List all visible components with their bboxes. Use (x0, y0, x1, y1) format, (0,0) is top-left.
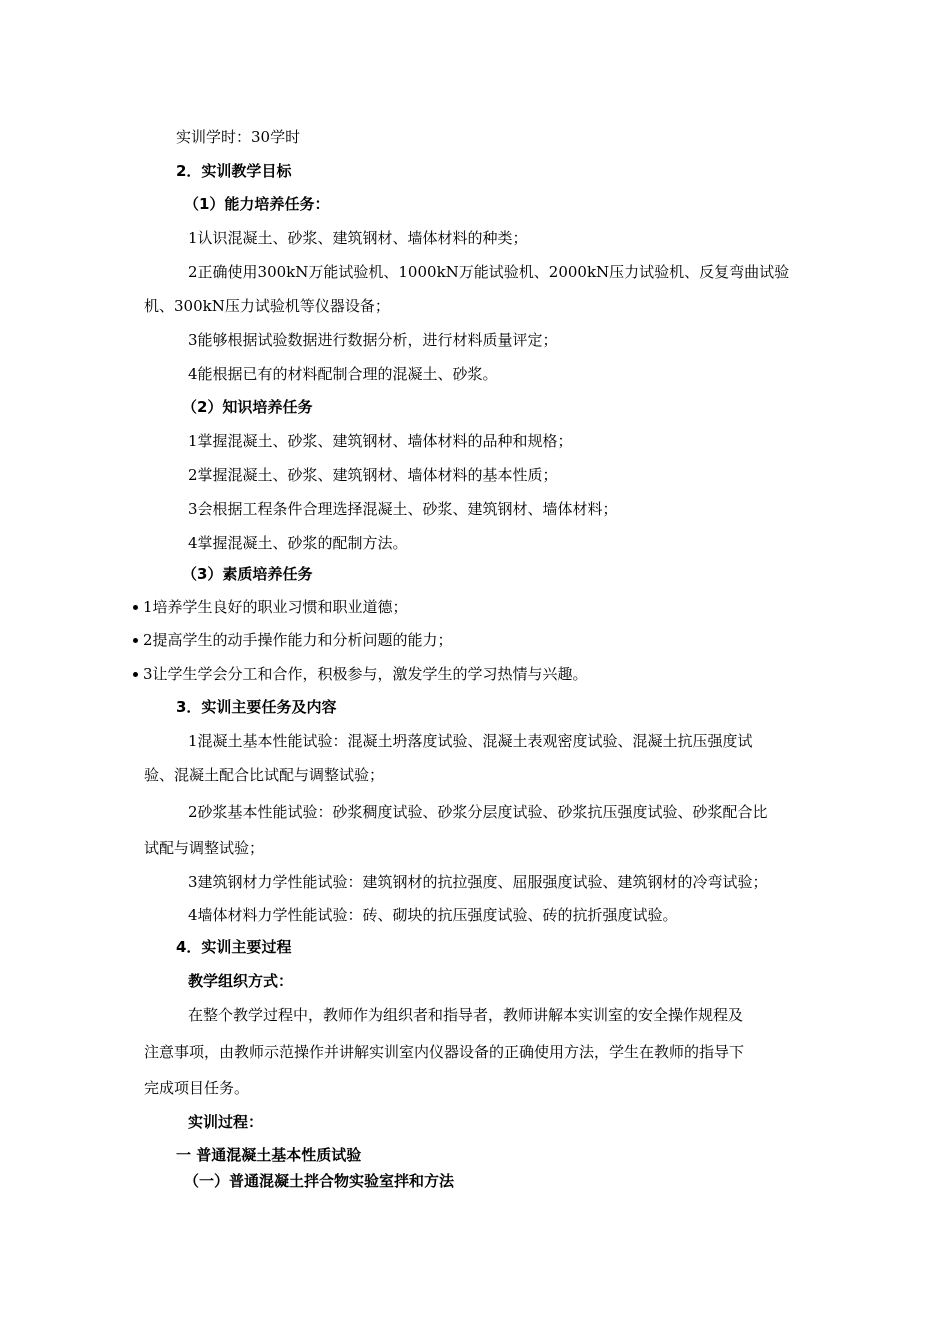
task-line: 3建筑钢材力学性能试验：建筑钢材的抗拉强度、屈服强度试验、建筑钢材的冷弯试验； (188, 873, 768, 891)
ability-item: 2正确使用300kN万能试验机、1000kN万能试验机、2000kN压力试验机、反复弯曲试验 (188, 263, 790, 281)
quality-heading: （3）素质培养任务 (182, 565, 313, 583)
process-heading: 实训过程： (188, 1113, 264, 1131)
training-hours: 实训学时：30学时 (176, 128, 301, 146)
section-2-heading: 2．实训教学目标 (176, 162, 292, 180)
quality-item: 2提高学生的动手操作能力和分析问题的能力； (143, 631, 453, 649)
ability-heading: （1）能力培养任务： (184, 195, 330, 213)
organization-paragraph-line: 在整个教学过程中，教师作为组织者和指导者，教师讲解本实训室的安全操作规程及 (188, 1006, 744, 1024)
experiment-section-heading: 一 普通混凝土基本性质试验 (176, 1146, 362, 1164)
organization-heading: 教学组织方式： (188, 972, 294, 990)
experiment-subsection-heading: （一）普通混凝土拌合物实验室拌和方法 (184, 1172, 455, 1190)
bullet-icon (133, 672, 138, 677)
ability-item: 1认识混凝土、砂浆、建筑钢材、墙体材料的种类； (188, 229, 528, 247)
ability-item: 3能够根据试验数据进行数据分析，进行材料质量评定； (188, 331, 558, 349)
knowledge-item: 3会根据工程条件合理选择混凝土、砂浆、建筑钢材、墙体材料； (188, 500, 618, 518)
ability-item-continued: 机、300kN压力试验机等仪器设备； (144, 297, 390, 315)
task-line: 4墙体材料力学性能试验：砖、砌块的抗压强度试验、砖的抗折强度试验。 (188, 906, 678, 924)
quality-item: 3让学生学会分工和合作，积极参与，激发学生的学习热情与兴趣。 (143, 665, 588, 683)
task-line: 2砂浆基本性能试验：砂浆稠度试验、砂浆分层度试验、砂浆抗压强度试验、砂浆配合比 (188, 803, 768, 821)
organization-paragraph-line: 注意事项，由教师示范操作并讲解实训室内仪器设备的正确使用方法，学生在教师的指导下 (144, 1043, 745, 1061)
section-3-heading: 3．实训主要任务及内容 (176, 698, 337, 716)
knowledge-item: 1掌握混凝土、砂浆、建筑钢材、墙体材料的品种和规格； (188, 432, 573, 450)
ability-item: 4能根据已有的材料配制合理的混凝土、砂浆。 (188, 365, 498, 383)
bullet-icon (133, 638, 138, 643)
knowledge-item: 4掌握混凝土、砂浆的配制方法。 (188, 534, 408, 552)
quality-item: 1培养学生良好的职业习惯和职业道德； (143, 598, 408, 616)
knowledge-item: 2掌握混凝土、砂浆、建筑钢材、墙体材料的基本性质； (188, 466, 558, 484)
task-line-continued: 验、混凝土配合比试配与调整试验； (144, 766, 385, 784)
task-line-continued: 试配与调整试验； (144, 839, 265, 857)
organization-paragraph-line: 完成项目任务。 (144, 1079, 250, 1097)
task-line: 1混凝土基本性能试验：混凝土坍落度试验、混凝土表观密度试验、混凝土抗压强度试 (188, 732, 753, 750)
section-4-heading: 4．实训主要过程 (176, 938, 292, 956)
bullet-icon (133, 605, 138, 610)
knowledge-heading: （2）知识培养任务 (182, 398, 313, 416)
